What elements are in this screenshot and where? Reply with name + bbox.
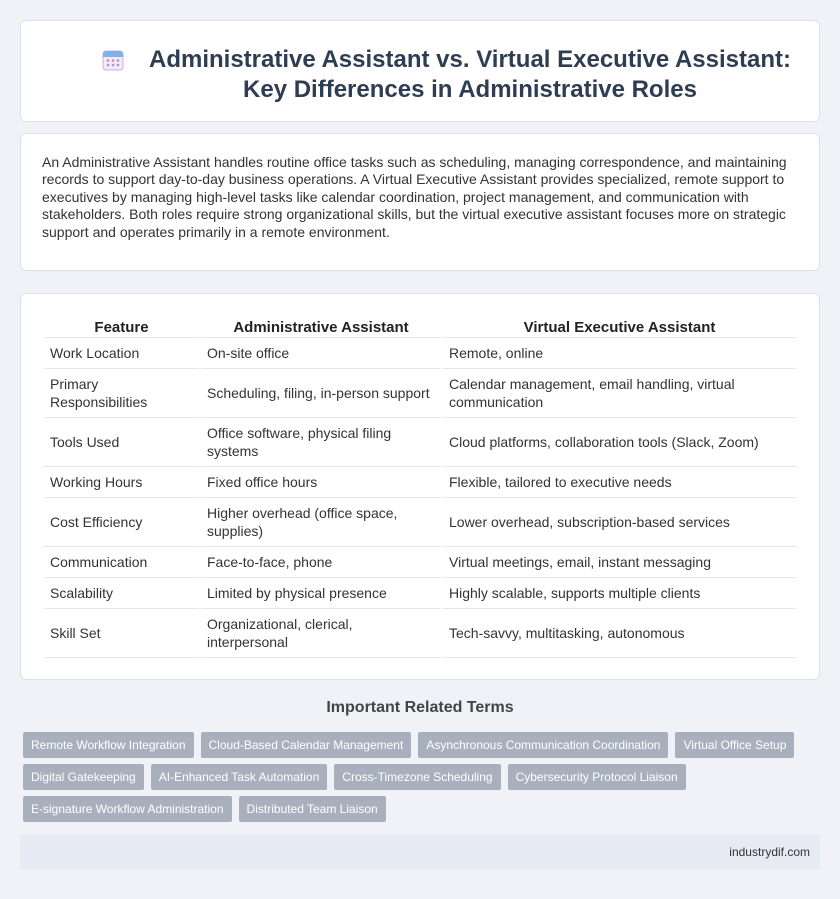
- related-term-tag[interactable]: AI-Enhanced Task Automation: [151, 764, 328, 790]
- intro-paragraph: An Administrative Assistant handles routine office tasks such as scheduling, managing correspondence, and maintaining records to support day-to-day business operations. A Virtual Executive Assistant provides specialized, remote support to executives by managing high-level tasks like calendar coordination, project management, and communication with stakeholders. Both roles require strong organizational skills, but the virtual executive assistant focuses more on strategic support and operates primarily in a remote environment.: [42, 154, 787, 240]
- related-term-tag[interactable]: Distributed Team Liaison: [239, 796, 386, 822]
- intro-card: [20, 133, 820, 271]
- related-term-tag[interactable]: Asynchronous Communication Coordination: [418, 732, 668, 758]
- table-row: [44, 338, 796, 369]
- table-cell: Fixed office hours: [201, 467, 441, 498]
- related-term-tag[interactable]: E-signature Workflow Administration: [23, 796, 232, 822]
- related-term-tag[interactable]: Virtual Office Setup: [675, 732, 794, 758]
- table-row: [44, 498, 796, 547]
- table-cell: Calendar management, email handling, virtual communication: [443, 369, 796, 418]
- table-cell: Tools Used: [44, 418, 199, 467]
- table-cell: Higher overhead (office space, supplies): [201, 498, 441, 547]
- related-term-tag[interactable]: Cross-Timezone Scheduling: [334, 764, 500, 790]
- table-cell: Cost Efficiency: [44, 498, 199, 547]
- page-title: Administrative Assistant vs. Virtual Executive Assistant: Key Differences in Administrative Roles: [148, 46, 791, 103]
- table-cell: Work Location: [44, 338, 199, 369]
- title-card: [20, 20, 820, 122]
- footer-site-link[interactable]: industrydif.com: [729, 845, 810, 859]
- table-cell: Limited by physical presence: [201, 578, 441, 609]
- related-term-tag[interactable]: Remote Workflow Integration: [23, 732, 194, 758]
- comparison-table: [42, 314, 798, 658]
- related-term-tag[interactable]: Digital Gatekeeping: [23, 764, 144, 790]
- table-row: [44, 369, 796, 418]
- table-cell: Primary Responsibilities: [44, 369, 199, 418]
- table-row: [44, 418, 796, 467]
- column-header: Virtual Executive Assistant: [443, 314, 796, 338]
- table-row: [44, 467, 796, 498]
- table-cell: On-site office: [201, 338, 441, 369]
- related-terms-list: [23, 732, 823, 822]
- footer: [20, 835, 820, 869]
- table-cell: Face-to-face, phone: [201, 547, 441, 578]
- table-header-row: [44, 314, 796, 338]
- table-cell: Organizational, clerical, interpersonal: [201, 609, 441, 658]
- related-term-tag[interactable]: Cybersecurity Protocol Liaison: [508, 764, 686, 790]
- table-cell: Scalability: [44, 578, 199, 609]
- table-cell: Tech-savvy, multitasking, autonomous: [443, 609, 796, 658]
- table-cell: Working Hours: [44, 467, 199, 498]
- related-terms-heading: Important Related Terms: [326, 699, 514, 716]
- table-cell: Skill Set: [44, 609, 199, 658]
- table-row: [44, 578, 796, 609]
- calendar-icon: [101, 48, 125, 72]
- table-cell: Remote, online: [443, 338, 796, 369]
- table-cell: Flexible, tailored to executive needs: [443, 467, 796, 498]
- table-cell: Lower overhead, subscription-based services: [443, 498, 796, 547]
- table-row: [44, 609, 796, 658]
- column-header: Feature: [44, 314, 199, 338]
- comparison-card: [20, 293, 820, 680]
- table-cell: Communication: [44, 547, 199, 578]
- table-cell: Virtual meetings, email, instant messaging: [443, 547, 796, 578]
- column-header: Administrative Assistant: [201, 314, 441, 338]
- table-cell: Office software, physical filing systems: [201, 418, 441, 467]
- table-cell: Highly scalable, supports multiple clients: [443, 578, 796, 609]
- table-row: [44, 547, 796, 578]
- table-cell: Scheduling, filing, in-person support: [201, 369, 441, 418]
- table-cell: Cloud platforms, collaboration tools (Slack, Zoom): [443, 418, 796, 467]
- related-term-tag[interactable]: Cloud-Based Calendar Management: [201, 732, 412, 758]
